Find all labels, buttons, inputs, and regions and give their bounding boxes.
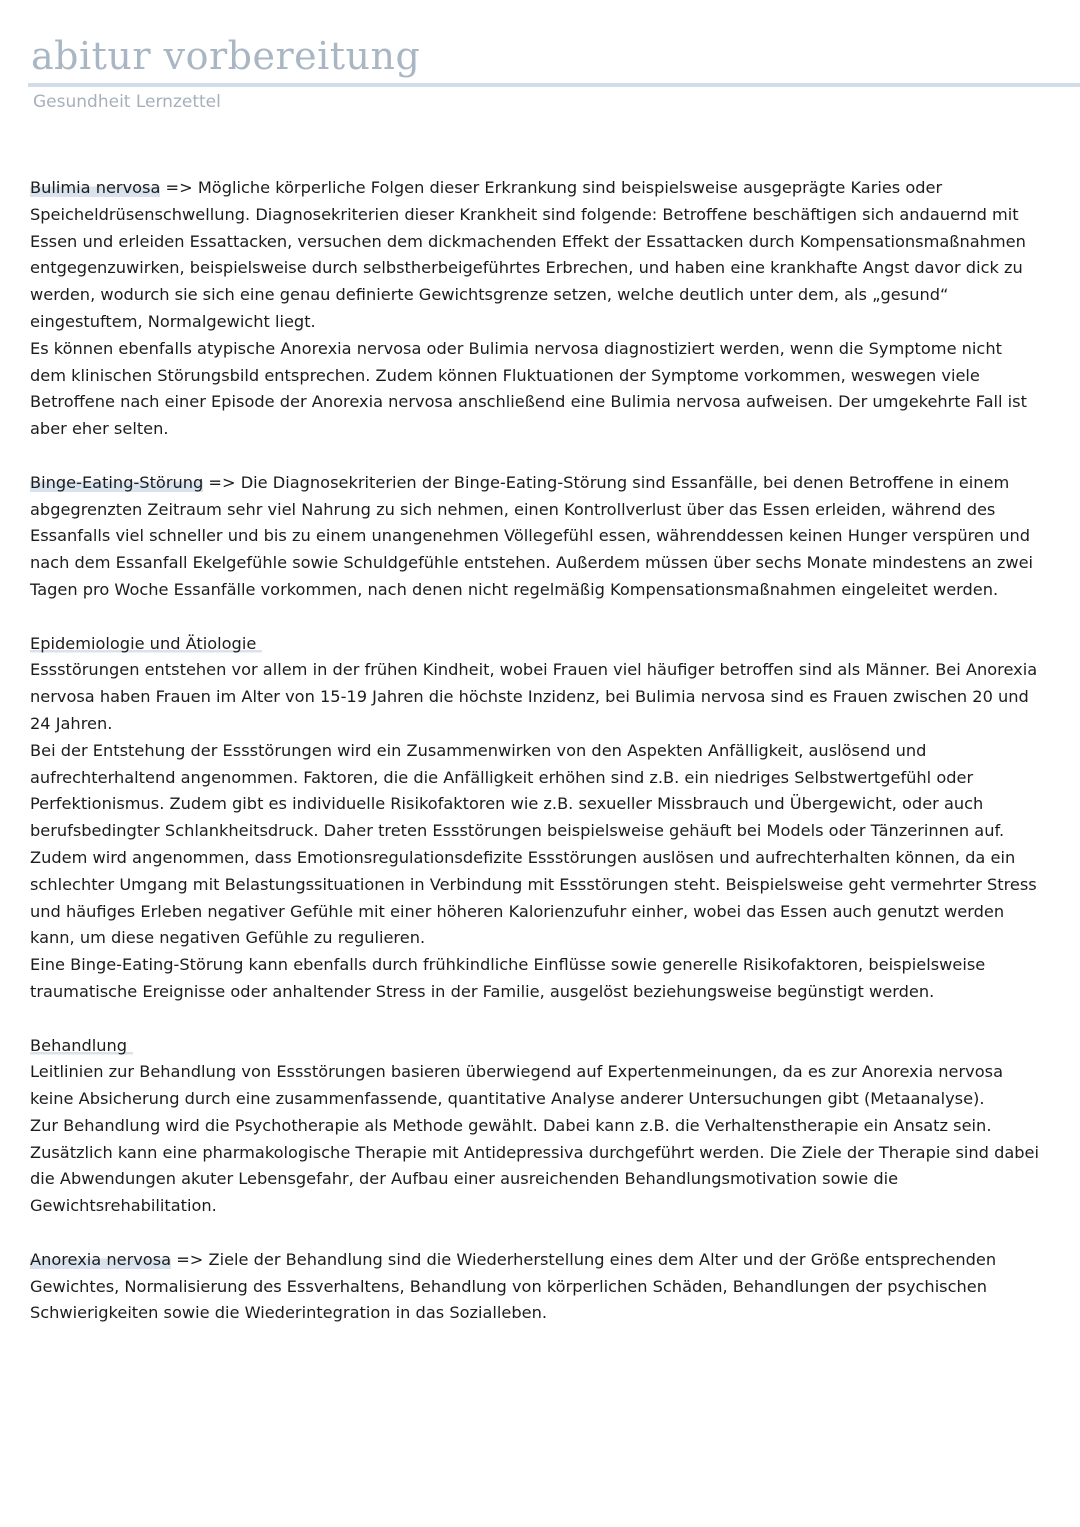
notes-body — [30, 175, 1040, 1327]
anorexia-paragraph — [30, 1247, 1040, 1327]
header-divider — [28, 83, 1080, 87]
anorexia-text: Ziele der Behandlung sind die Wiederherstellung eines dem Alter und der Größe entsprechenden Gewichtes, Normalisierung des Essverhaltens, Behandlung von körperlichen Schäden, Behandlungen der psychischen Schwierigkeiten sowie die Wiederintegration in das Sozialleben. — [30, 1249, 997, 1323]
spacer — [30, 1220, 1040, 1247]
section-binge-eating — [30, 470, 1040, 604]
bulimia-term: Bulimia nervosa — [30, 178, 161, 197]
binge-term: Binge-Eating-Störung — [30, 472, 204, 492]
section-treatment — [30, 1033, 1040, 1221]
treatment-paragraph-1: Leitlinien zur Behandlung von Essstörungen basieren überwiegend auf Expertenmeinungen, da es zur Anorexia nervosa keine Absicherung durch eine zusammenfassende, quantitative Analyse anderer Untersuchungen gibt (Metaanalyse). — [30, 1062, 1003, 1109]
bulimia-text: Mögliche körperliche Folgen dieser Erkrankung sind beispielsweise ausgeprägte Karies oder Speicheldrüsenschwellung. Diagnosekriterien dieser Krankheit sind folgende: Betroffene beschäftigen sich andauernd mit Essen und erleiden Essattacken, versuchen dem dickmachenden Effekt der Essattacken durch Kompensationsmaßnahmen entgegenzuwirken, beispielsweise durch selbstherbeigeführtes Erbrechen, und haben eine krankhafte Angst davor dick zu werden, wodurch sie sich eine genau definierte Gewichtsgrenze setzen, welche deutlich unter dem, als „gesund“ eingestuftem, Normalgewicht liegt. — [30, 178, 1026, 331]
section-bulimia — [30, 175, 1040, 443]
treatment-heading: Behandlung — [30, 1036, 133, 1055]
page-subtitle: Gesundheit Lernzettel — [33, 92, 221, 112]
page-title: abitur vorbereitung — [31, 34, 421, 78]
epidemiology-paragraph-1: Essstörungen entstehen vor allem in der frühen Kindheit, wobei Frauen viel häufiger betroffen sind als Männer. Bei Anorexia nervosa haben Frauen im Alter von 15-19 Jahren die höchste Inzidenz, bei Bulimia nervosa sind es Frauen zwischen 20 und 24 Jahren. — [30, 660, 1038, 733]
section-epidemiology — [30, 631, 1040, 1006]
epidemiology-paragraph-3: Eine Binge-Eating-Störung kann ebenfalls durch frühkindliche Einflüsse sowie generelle Risikofaktoren, beispielsweise traumatische Ereignisse oder anhaltender Stress in der Familie, ausgelöst beziehungsweise begünstigt werden. — [30, 955, 986, 1001]
bulimia-paragraph-2: Es können ebenfalls atypische Anorexia nervosa oder Bulimia nervosa diagnostiziert werden, wenn die Symptome nicht dem klinischen Störungsbild entsprechen. Zudem können Fluktuationen der Symptome vorkommen, weswegen viele Betroffene nach einer Episode der Anorexia nervosa anschließend eine Bulimia nervosa aufweisen. Der umgekehrte Fall ist aber eher selten. — [30, 338, 1027, 439]
treatment-heading-line — [30, 1033, 1040, 1060]
epidemiology-heading-line — [30, 631, 1040, 658]
anorexia-arrow: => — [171, 1249, 209, 1269]
bulimia-arrow: => — [160, 178, 198, 197]
page-header — [0, 0, 1080, 130]
bulimia-paragraph — [30, 175, 1040, 336]
anorexia-term: Anorexia nervosa — [30, 1249, 172, 1269]
binge-arrow: => — [203, 472, 241, 492]
epidemiology-heading: Epidemiologie und Ätiologie — [30, 634, 262, 653]
binge-paragraph — [30, 470, 1040, 604]
treatment-paragraph-2: Zur Behandlung wird die Psychotherapie als Methode gewählt. Dabei kann z.B. die Verhaltenstherapie ein Ansatz sein. Zusätzlich kann eine pharmakologische Therapie mit Antidepressiva durchgeführt werden. Die Ziele der Therapie sind dabei die Abwendungen akuter Lebensgefahr, der Aufbau einer ausreichenden Behandlungsmotivation sowie die Gewichtsrehabilitation. — [30, 1115, 1039, 1216]
section-anorexia — [30, 1247, 1040, 1327]
spacer — [30, 1006, 1040, 1033]
binge-text: Die Diagnosekriterien der Binge-Eating-Störung sind Essanfälle, bei denen Betroffene in einem abgegrenzten Zeitraum sehr viel Nahrung zu sich nehmen, einen Kontrollverlust über das Essen erleiden, während des Essanfalls viel schneller und bis zu einem unangenehmen Völlegefühl essen, währenddessen keinen Hunger verspüren und nach dem Essanfall Ekelgefühle sowie Schuldgefühle entstehen. Außerdem müssen über sechs Monate mindestens an zwei Tagen pro Woche Essanfälle vorkommen, nach denen nicht regelmäßig Kompensationsmaßnahmen eingeleitet werden. — [30, 472, 1034, 599]
spacer — [30, 604, 1040, 631]
epidemiology-paragraph-2: Bei der Entstehung der Essstörungen wird ein Zusammenwirken von den Aspekten Anfälligkeit, auslösend und aufrechterhaltend angenommen. Faktoren, die die Anfälligkeit erhöhen sind z.B. ein niedriges Selbstwertgefühl oder Perfektionismus. Zudem gibt es individuelle Risikofaktoren wie z.B. sexueller Missbrauch und Übergewicht, oder auch berufsbedingter Schlankheitsdruck. Daher treten Essstörungen beispielsweise gehäuft bei Models oder Tänzerinnen auf. Zudem wird angenommen, dass Emotionsregulationsdefizite Essstörungen auslösen und aufrechterhalten können, da ein schlechter Umgang mit Belastungssituationen in Verbindung mit Essstörungen steht. Beispielsweise geht vermehrter Stress und häufiges Erleben negativer Gefühle mit einer höheren Kalorienzufuhr einher, wobei das Essen auch genutzt werden kann, um diese negativen Gefühle zu regulieren. — [30, 740, 1037, 948]
spacer — [30, 443, 1040, 470]
